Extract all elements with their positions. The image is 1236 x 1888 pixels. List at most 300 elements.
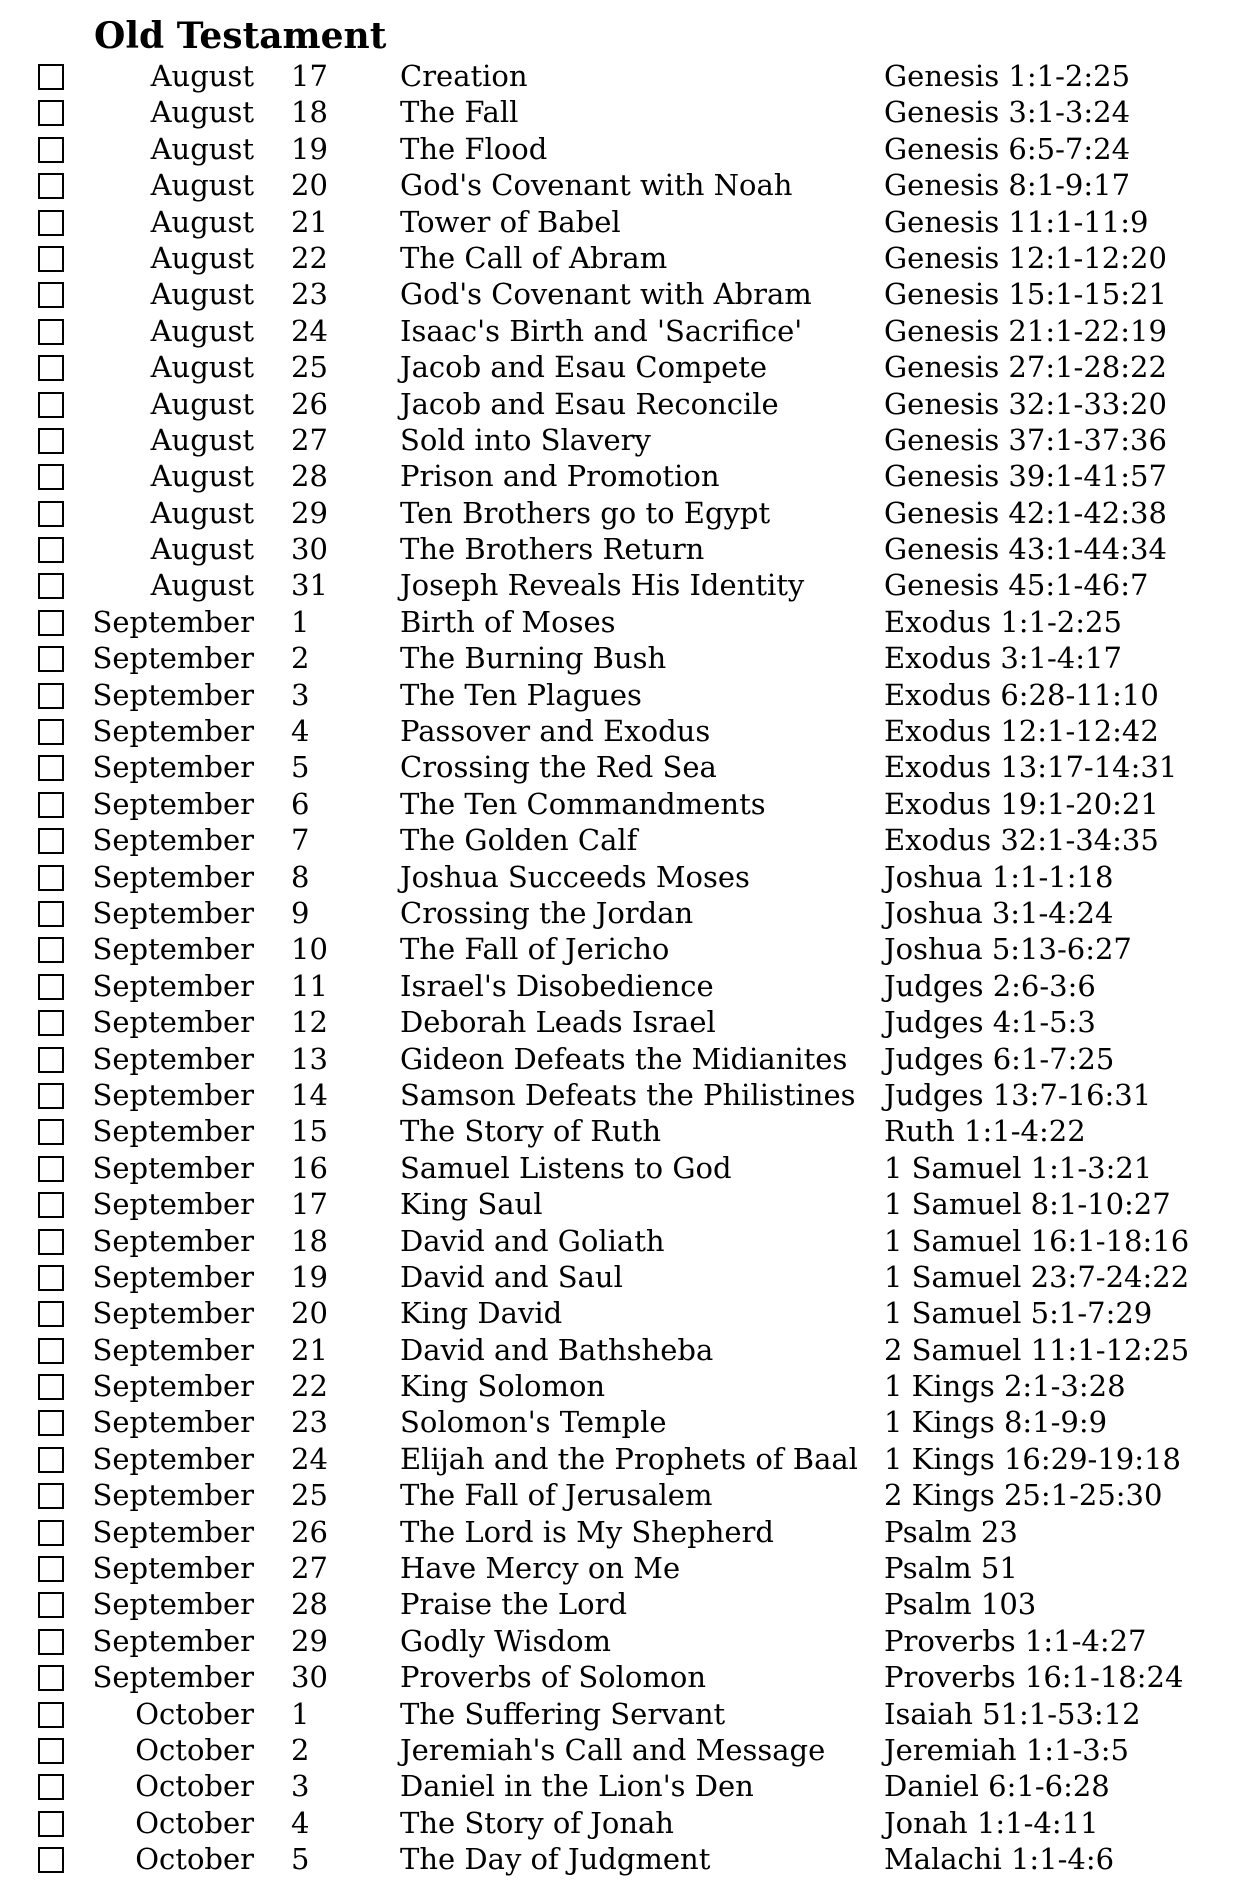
reading-row [0,1113,1236,1149]
reading-month: September [92,895,254,930]
reading-checkbox[interactable] [38,501,64,527]
reading-row [0,204,1236,240]
reading-checkbox[interactable] [38,1047,64,1073]
reading-row [0,1259,1236,1295]
reading-topic: Gideon Defeats the Midianites [400,1041,848,1076]
reading-day: 4 [291,714,310,749]
reading-row [0,167,1236,203]
reading-topic: Deborah Leads Israel [400,1005,716,1040]
reading-reference: Malachi 1:1-4:6 [884,1842,1115,1877]
reading-checkbox[interactable] [38,355,64,381]
reading-reference: Genesis 32:1-33:20 [884,386,1167,421]
reading-checkbox[interactable] [38,1301,64,1327]
reading-checkbox[interactable] [38,1229,64,1255]
reading-reference: 2 Samuel 11:1-12:25 [884,1332,1190,1367]
reading-day: 15 [291,1114,328,1149]
reading-reference: Judges 4:1-5:3 [884,1005,1096,1040]
reading-row [0,1004,1236,1040]
reading-reference: Exodus 12:1-12:42 [884,714,1159,749]
reading-day: 26 [291,386,328,421]
reading-checkbox[interactable] [38,1374,64,1400]
reading-month: September [92,1478,254,1513]
reading-checkbox[interactable] [38,610,64,636]
reading-checkbox[interactable] [38,137,64,163]
reading-day: 30 [291,532,328,567]
reading-row [0,1768,1236,1804]
reading-reference: Genesis 21:1-22:19 [884,313,1167,348]
reading-day: 28 [291,1587,328,1622]
reading-day: 5 [291,1842,310,1877]
reading-month: September [92,1332,254,1367]
reading-checkbox[interactable] [38,573,64,599]
reading-month: October [135,1805,254,1840]
reading-reference: Judges 13:7-16:31 [884,1077,1152,1112]
reading-row [0,1477,1236,1513]
reading-month: August [150,532,254,567]
reading-checkbox[interactable] [38,974,64,1000]
reading-topic: Prison and Promotion [400,459,720,494]
reading-reference: Exodus 6:28-11:10 [884,677,1159,712]
reading-reference: Psalm 23 [884,1514,1018,1549]
reading-row [0,1841,1236,1877]
reading-row [0,604,1236,640]
reading-topic: David and Bathsheba [400,1332,714,1367]
reading-row [0,822,1236,858]
reading-reference: Genesis 39:1-41:57 [884,459,1167,494]
reading-row [0,531,1236,567]
reading-day: 4 [291,1805,310,1840]
reading-row [0,1404,1236,1440]
reading-row [0,1223,1236,1259]
reading-row [0,422,1236,458]
reading-day: 2 [291,641,310,676]
reading-topic: Jeremiah's Call and Message [400,1732,826,1767]
reading-month: September [92,1623,254,1658]
reading-row [0,749,1236,785]
reading-day: 14 [291,1077,328,1112]
reading-reference: Jeremiah 1:1-3:5 [884,1732,1129,1767]
reading-month: October [135,1696,254,1731]
reading-row [0,1186,1236,1222]
reading-day: 28 [291,459,328,494]
reading-reference: Jonah 1:1-4:11 [884,1805,1099,1840]
reading-topic: Crossing the Red Sea [400,750,717,785]
reading-row [0,1586,1236,1622]
reading-month: September [92,677,254,712]
reading-month: September [92,1405,254,1440]
reading-reference: Genesis 8:1-9:17 [884,168,1131,203]
reading-checkbox[interactable] [38,755,64,781]
reading-topic: Sold into Slavery [400,422,651,457]
reading-day: 24 [291,313,328,348]
reading-row [0,94,1236,130]
reading-checkbox[interactable] [38,282,64,308]
reading-month: September [92,1369,254,1404]
reading-topic: David and Goliath [400,1223,665,1258]
reading-month: September [92,714,254,749]
reading-reference: 1 Samuel 8:1-10:27 [884,1187,1171,1222]
reading-month: August [150,386,254,421]
reading-reference: Exodus 13:17-14:31 [884,750,1178,785]
reading-topic: The Lord is My Shepherd [400,1514,774,1549]
reading-topic: The Flood [400,131,548,166]
reading-reference: Exodus 1:1-2:25 [884,604,1122,639]
reading-checkbox[interactable] [38,100,64,126]
reading-row [0,1368,1236,1404]
reading-topic: The Fall of Jericho [400,932,670,967]
reading-topic: Ten Brothers go to Egypt [400,495,771,530]
reading-reference: Ruth 1:1-4:22 [884,1114,1086,1149]
reading-topic: Praise the Lord [400,1587,628,1622]
reading-day: 1 [291,604,310,639]
reading-reference: Judges 2:6-3:6 [884,968,1096,1003]
reading-row [0,677,1236,713]
reading-reference: 1 Kings 2:1-3:28 [884,1369,1126,1404]
reading-checkbox[interactable] [38,428,64,454]
reading-day: 2 [291,1732,310,1767]
reading-row [0,1550,1236,1586]
reading-month: September [92,1551,254,1586]
reading-row [0,458,1236,494]
reading-month: August [150,277,254,312]
reading-row [0,1150,1236,1186]
reading-checkbox[interactable] [38,719,64,745]
reading-topic: Daniel in the Lion's Den [400,1769,754,1804]
reading-reference: Daniel 6:1-6:28 [884,1769,1110,1804]
reading-checkbox[interactable] [38,828,64,854]
reading-topic: Israel's Disobedience [400,968,714,1003]
reading-day: 22 [291,1369,328,1404]
reading-month: August [150,204,254,239]
reading-reference: 1 Samuel 5:1-7:29 [884,1296,1153,1331]
reading-day: 5 [291,750,310,785]
reading-checkbox[interactable] [38,1119,64,1145]
reading-month: September [92,641,254,676]
reading-checkbox[interactable] [38,1410,64,1436]
reading-checkbox[interactable] [38,1338,64,1364]
reading-topic: King David [400,1296,563,1331]
reading-reference: Joshua 5:13-6:27 [884,932,1132,967]
reading-day: 16 [291,1150,328,1185]
reading-checkbox[interactable] [38,1483,64,1509]
reading-row [0,349,1236,385]
reading-topic: Isaac's Birth and 'Sacrifice' [400,313,803,348]
reading-reference: Proverbs 1:1-4:27 [884,1623,1147,1658]
reading-month: September [92,1150,254,1185]
reading-month: August [150,59,254,93]
reading-reference: 2 Kings 25:1-25:30 [884,1478,1163,1513]
reading-reference: 1 Kings 8:1-9:9 [884,1405,1108,1440]
reading-month: September [92,1514,254,1549]
reading-day: 19 [291,1259,328,1294]
reading-row [0,276,1236,312]
reading-month: September [92,859,254,894]
reading-reference: Genesis 27:1-28:22 [884,350,1167,385]
reading-reference: Genesis 42:1-42:38 [884,495,1167,530]
reading-topic: Joshua Succeeds Moses [400,859,750,894]
reading-checkbox[interactable] [38,173,64,199]
reading-row [0,968,1236,1004]
reading-reference: Genesis 6:5-7:24 [884,131,1131,166]
reading-day: 17 [291,1187,328,1222]
reading-row [0,1077,1236,1113]
reading-month: September [92,1223,254,1258]
reading-checkbox[interactable] [38,1520,64,1546]
reading-month: September [92,1077,254,1112]
reading-checkbox[interactable] [38,1811,64,1837]
reading-reference: Psalm 51 [884,1551,1018,1586]
reading-checkbox[interactable] [38,1847,64,1873]
reading-day: 13 [291,1041,328,1076]
reading-month: October [135,1732,254,1767]
reading-topic: Samuel Listens to God [400,1150,732,1185]
reading-row [0,58,1236,94]
reading-reference: Psalm 103 [884,1587,1037,1622]
reading-day: 21 [291,204,328,239]
reading-topic: The Ten Commandments [400,786,766,821]
reading-row [0,931,1236,967]
reading-checkbox[interactable] [38,937,64,963]
reading-day: 10 [291,932,328,967]
reading-topic: The Ten Plagues [400,677,642,712]
reading-reference: Genesis 15:1-15:21 [884,277,1167,312]
reading-reference: Exodus 19:1-20:21 [884,786,1159,821]
reading-row [0,1696,1236,1732]
reading-checkbox[interactable] [38,1192,64,1218]
reading-checkbox[interactable] [38,1592,64,1618]
reading-reference: 1 Samuel 16:1-18:16 [884,1223,1190,1258]
reading-day: 21 [291,1332,328,1367]
reading-row [0,1441,1236,1477]
reading-reference: 1 Samuel 23:7-24:22 [884,1259,1190,1294]
reading-reference: Exodus 3:1-4:17 [884,641,1122,676]
reading-reference: Judges 6:1-7:25 [884,1041,1115,1076]
reading-month: September [92,1187,254,1222]
reading-topic: Birth of Moses [400,604,616,639]
reading-day: 19 [291,131,328,166]
reading-day: 26 [291,1514,328,1549]
reading-month: August [150,313,254,348]
reading-day: 23 [291,277,328,312]
reading-checkbox[interactable] [38,1774,64,1800]
reading-day: 11 [291,968,328,1003]
reading-reference: Proverbs 16:1-18:24 [884,1660,1184,1695]
reading-month: September [92,1005,254,1040]
reading-checkbox[interactable] [38,64,64,90]
reading-month: August [150,459,254,494]
page-title: Old Testament [94,15,387,57]
reading-topic: King Saul [400,1187,543,1222]
reading-checkbox[interactable] [38,1665,64,1691]
reading-day: 29 [291,495,328,530]
reading-row [0,240,1236,276]
reading-month: September [92,786,254,821]
reading-topic: The Golden Calf [400,823,638,858]
reading-list [0,58,1236,1878]
reading-topic: The Call of Abram [400,240,668,275]
reading-topic: Creation [400,59,528,93]
reading-row [0,386,1236,422]
reading-month: September [92,1259,254,1294]
reading-row [0,1295,1236,1331]
reading-reference: Joshua 3:1-4:24 [884,895,1114,930]
reading-day: 17 [291,59,328,93]
reading-topic: The Story of Ruth [400,1114,662,1149]
reading-month: September [92,1587,254,1622]
reading-checkbox[interactable] [38,683,64,709]
reading-month: August [150,131,254,166]
reading-reference: Genesis 1:1-2:25 [884,59,1131,93]
reading-month: August [150,95,254,130]
reading-reference: 1 Samuel 1:1-3:21 [884,1150,1153,1185]
reading-day: 27 [291,422,328,457]
reading-row [0,1332,1236,1368]
reading-topic: Tower of Babel [400,204,621,239]
reading-row [0,859,1236,895]
reading-month: September [92,932,254,967]
reading-month: September [92,1660,254,1695]
reading-checkbox[interactable] [38,792,64,818]
reading-checkbox[interactable] [38,392,64,418]
reading-reference: Genesis 11:1-11:9 [884,204,1149,239]
reading-topic: Elijah and the Prophets of Baal [400,1441,858,1476]
reading-month: August [150,568,254,603]
reading-day: 23 [291,1405,328,1440]
reading-month: September [92,1114,254,1149]
reading-day: 7 [291,823,310,858]
reading-checkbox[interactable] [38,1083,64,1109]
reading-checkbox[interactable] [38,1265,64,1291]
reading-row [0,1805,1236,1841]
reading-checkbox[interactable] [38,464,64,490]
reading-day: 3 [291,677,310,712]
reading-day: 25 [291,350,328,385]
reading-row [0,495,1236,531]
reading-reference: Genesis 45:1-46:7 [884,568,1149,603]
reading-month: September [92,750,254,785]
reading-checkbox[interactable] [38,1447,64,1473]
reading-checkbox[interactable] [38,1010,64,1036]
reading-month: October [135,1769,254,1804]
reading-reference: Exodus 32:1-34:35 [884,823,1159,858]
reading-topic: God's Covenant with Abram [400,277,812,312]
reading-topic: The Fall [400,95,519,130]
reading-topic: Proverbs of Solomon [400,1660,707,1695]
reading-row [0,640,1236,676]
reading-day: 24 [291,1441,328,1476]
reading-reference: Genesis 37:1-37:36 [884,422,1167,457]
reading-topic: The Story of Jonah [400,1805,674,1840]
reading-month: August [150,168,254,203]
reading-month: September [92,604,254,639]
reading-day: 18 [291,95,328,130]
reading-row [0,567,1236,603]
reading-checkbox[interactable] [38,1629,64,1655]
reading-reference: Isaiah 51:1-53:12 [884,1696,1141,1731]
reading-day: 9 [291,895,310,930]
reading-row [0,786,1236,822]
reading-day: 1 [291,1696,310,1731]
reading-day: 20 [291,168,328,203]
reading-topic: The Burning Bush [400,641,667,676]
reading-topic: Joseph Reveals His Identity [400,568,805,603]
reading-row [0,1659,1236,1695]
reading-reference: 1 Kings 16:29-19:18 [884,1441,1181,1476]
reading-month: August [150,350,254,385]
reading-day: 3 [291,1769,310,1804]
reading-topic: Crossing the Jordan [400,895,694,930]
reading-row [0,1623,1236,1659]
reading-checkbox[interactable] [38,901,64,927]
reading-checkbox[interactable] [38,246,64,272]
reading-topic: Jacob and Esau Reconcile [400,386,779,421]
reading-reference: Genesis 43:1-44:34 [884,532,1167,567]
reading-checkbox[interactable] [38,1156,64,1182]
reading-topic: The Day of Judgment [400,1842,711,1877]
reading-day: 31 [291,568,328,603]
reading-month: August [150,240,254,275]
reading-topic: King Solomon [400,1369,606,1404]
reading-reference: Joshua 1:1-1:18 [884,859,1114,894]
reading-topic: David and Saul [400,1259,623,1294]
reading-checkbox[interactable] [38,1738,64,1764]
reading-day: 20 [291,1296,328,1331]
reading-topic: Have Mercy on Me [400,1551,681,1586]
reading-checkbox[interactable] [38,537,64,563]
reading-day: 25 [291,1478,328,1513]
reading-topic: God's Covenant with Noah [400,168,793,203]
reading-reference: Genesis 3:1-3:24 [884,95,1131,130]
reading-row [0,1514,1236,1550]
reading-day: 8 [291,859,310,894]
reading-topic: Samson Defeats the Philistines [400,1077,856,1112]
reading-month: August [150,495,254,530]
reading-month: September [92,1041,254,1076]
reading-month: August [150,422,254,457]
reading-row [0,1041,1236,1077]
reading-row [0,713,1236,749]
reading-day: 6 [291,786,310,821]
reading-topic: The Fall of Jerusalem [400,1478,713,1513]
reading-row [0,895,1236,931]
reading-day: 18 [291,1223,328,1258]
reading-reference: Genesis 12:1-12:20 [884,240,1167,275]
reading-topic: The Brothers Return [400,532,705,567]
reading-topic: Solomon's Temple [400,1405,667,1440]
reading-row [0,313,1236,349]
reading-month: September [92,1441,254,1476]
reading-topic: The Suffering Servant [400,1696,726,1731]
reading-month: October [135,1842,254,1877]
reading-checkbox[interactable] [38,646,64,672]
reading-topic: Godly Wisdom [400,1623,612,1658]
reading-month: September [92,968,254,1003]
reading-checkbox[interactable] [38,865,64,891]
reading-day: 22 [291,240,328,275]
reading-checkbox[interactable] [38,1702,64,1728]
reading-month: September [92,1296,254,1331]
reading-day: 29 [291,1623,328,1658]
reading-day: 12 [291,1005,328,1040]
reading-day: 27 [291,1551,328,1586]
reading-checkbox[interactable] [38,210,64,236]
reading-checkbox[interactable] [38,319,64,345]
reading-checkbox[interactable] [38,1556,64,1582]
reading-topic: Jacob and Esau Compete [400,350,768,385]
reading-topic: Passover and Exodus [400,714,711,749]
reading-row [0,1732,1236,1768]
reading-month: September [92,823,254,858]
